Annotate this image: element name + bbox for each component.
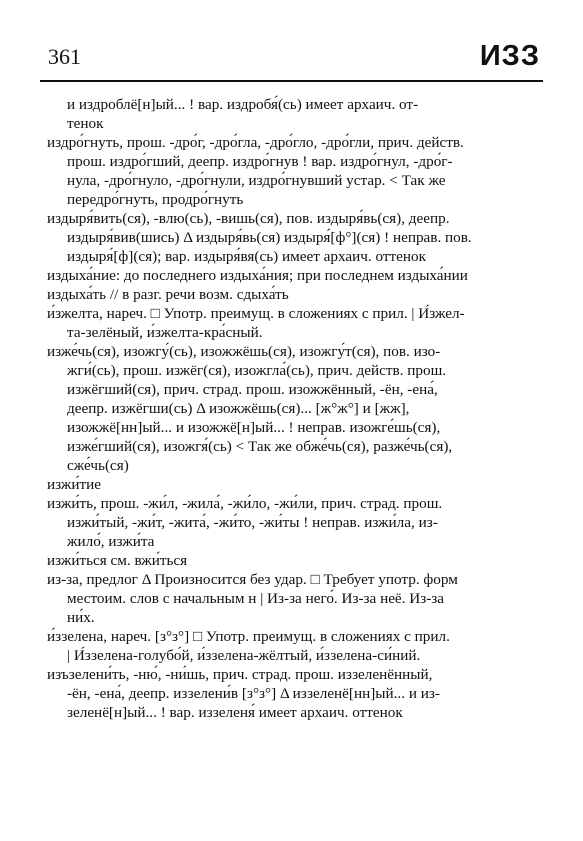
entry-line: из-за, предлог Δ Произносится без удар. □ Требует употр. форм bbox=[47, 571, 458, 588]
entry-line: издыря́[ф](ся); вар. издыря́вя(сь) имеет архаич. оттенок bbox=[67, 248, 426, 265]
entry-line: изжи́ться см. вжи́ться bbox=[47, 552, 188, 569]
entry-line: прош. издро́гший, деепр. издро́гнув ! вар. издро́гнул, -дро́г- bbox=[67, 153, 453, 170]
entry-line: и́зжелта, нареч. □ Употр. преимущ. в сложениях с прил. | И́зжел- bbox=[47, 305, 465, 322]
entry-line: та-зелёный, и́зжелта-кра́сный. bbox=[67, 324, 263, 341]
header-rule bbox=[40, 80, 543, 82]
dictionary-entry bbox=[47, 475, 537, 494]
entry-line: ни́х. bbox=[67, 609, 95, 626]
entry-line: изжёгший(ся), прич. страд. прош. изожжённый, -ён, -ена́, bbox=[67, 381, 438, 398]
entry-line: и издроблё[н]ый... ! вар. издробя́(сь) имеет архаич. от- bbox=[67, 96, 419, 113]
dictionary-entry bbox=[47, 551, 537, 570]
page-number: 361 bbox=[48, 44, 81, 69]
dictionary-entry bbox=[47, 570, 537, 627]
entry-line: издро́гнуть, прош. -дро́г, -дро́гла, -дро́гло, -дро́гли, прич. действ. bbox=[47, 134, 464, 151]
dictionary-entry bbox=[47, 342, 537, 475]
entry-line: зеленё[н]ый... ! вар. иззеленя́ имеет архаич. оттенок bbox=[67, 704, 403, 721]
entry-line: изожжё[нн]ый... и изожжё[н]ый... ! неправ. изожге́шь(ся), bbox=[67, 419, 441, 436]
dictionary-entry bbox=[47, 266, 537, 285]
entry-line: издыря́вив(шись) Δ издыря́вь(ся) издыря́[ф°](ся) ! неправ. пов. bbox=[67, 229, 472, 246]
dictionary-entry bbox=[47, 494, 537, 551]
entry-line: издыря́вить(ся), -влю(сь), -вишь(ся), пов. издыря́вь(ся), деепр. bbox=[47, 210, 450, 227]
entry-line: изже́гший(ся), изожгя́(сь) < Так же обже́чь(ся), разже́чь(ся), bbox=[67, 438, 453, 455]
entry-line: нула, -дро́гнуло, -дро́гнули, издро́гнувший устар. < Так же bbox=[67, 172, 446, 189]
entry-line: изжи́ть, прош. -жи́л, -жила́, -жи́ло, -жи́ли, прич. страд. прош. bbox=[47, 495, 443, 512]
entry-line: издыха́ние: до последнего издыха́ния; при последнем издыха́нии bbox=[47, 267, 468, 284]
entry-line: тенок bbox=[67, 115, 104, 132]
entry-line: изъзелени́ть, -ню́, -ни́шь, прич. страд. прош. иззеленённый, bbox=[47, 666, 433, 683]
entry-line: жило́, изжи́та bbox=[67, 533, 155, 550]
entry-line: издыха́ть // в разг. речи возм. сдыха́ть bbox=[47, 286, 289, 303]
entry-line: деепр. изжёгши(сь) Δ изожжёшь(ся)... [ж°ж°] и [жж], bbox=[67, 400, 410, 417]
dictionary-entry bbox=[47, 209, 537, 266]
dictionary-body bbox=[47, 95, 537, 722]
entry-line: и́ззелена, нареч. [з°з°] □ Употр. преимущ. в сложениях с прил. bbox=[47, 628, 450, 645]
entry-line: изжи́тый, -жи́т, -жита́, -жи́то, -жи́ты ! неправ. изжи́ла, из- bbox=[67, 514, 438, 531]
dictionary-entry bbox=[47, 627, 537, 665]
entry-line: местоим. слов с начальным н | Из-за него́. Из-за неё. Из-за bbox=[67, 590, 445, 607]
dictionary-entry bbox=[47, 95, 537, 133]
entry-line: изже́чь(ся), изожгу́(сь), изожжёшь(ся), изожгу́т(ся), пов. изо- bbox=[47, 343, 441, 360]
entry-line: сже́чь(ся) bbox=[67, 457, 129, 474]
entry-line: | И́ззелена-голубо́й, и́ззелена-жёлтый, и́ззелена-си́ний. bbox=[67, 647, 421, 664]
page-header bbox=[40, 40, 540, 76]
dictionary-entry bbox=[47, 665, 537, 722]
dictionary-entry bbox=[47, 304, 537, 342]
entry-line: изжи́тие bbox=[47, 476, 101, 493]
entry-line: жги́(сь), прош. изжёг(ся), изожгла́(сь), прич. действ. прош. bbox=[67, 362, 447, 379]
running-head: ИЗЗ bbox=[479, 40, 540, 72]
entry-line: передро́гнуть, продро́гнуть bbox=[67, 191, 244, 208]
dictionary-entry bbox=[47, 133, 537, 209]
entry-line: -ён, -ена́, деепр. иззелени́в [з°з°] Δ иззеленё[нн]ый... и из- bbox=[67, 685, 440, 702]
dictionary-entry bbox=[47, 285, 537, 304]
